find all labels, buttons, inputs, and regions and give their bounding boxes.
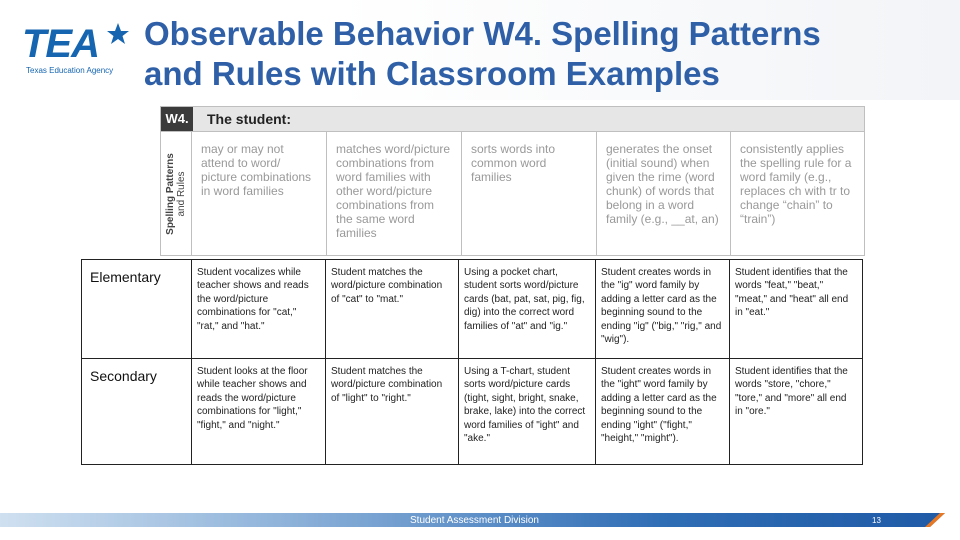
elementary-example-2: Student matches the word/picture combination of "cat" to "mat." <box>331 267 443 305</box>
elementary-example-4: Student creates words in the "ig" word family by adding a letter card as the beginning sound to the ending "ig" ("big," "rig," and "wig"). <box>601 267 722 346</box>
rubric-image <box>160 106 865 256</box>
page-number: 13 <box>872 516 881 525</box>
tea-logo <box>20 20 132 82</box>
rubric-behavior-3: sorts words into common word families <box>461 132 596 255</box>
secondary-example-1: Student looks at the floor while teacher shows and reads the word/picture combinations for "light," "fight," and "night." <box>197 366 308 431</box>
rubric-behavior-2: matches word/picture combinations from word families with other word/picture combinations from the same word families <box>326 132 461 255</box>
slide-title <box>144 14 924 94</box>
row-label-elementary: Elementary <box>90 269 161 285</box>
secondary-example-3: Using a T-chart, student sorts word/picture cards (tight, sight, bright, snake, brake, lake) into the correct word families of "ight" and "ake." <box>464 366 586 445</box>
logo-subtext: Texas Education Agency <box>26 66 114 75</box>
title-line-1: Observable Behavior W4. Spelling Patterns <box>144 15 821 52</box>
rubric-behavior-1: may or may not attend to word/ picture combinations in word families <box>191 132 326 255</box>
rubric-behavior-4: generates the onset (initial sound) when given the rime (word chunk) of words that belong in a word family (e.g., __at, an) <box>596 132 730 255</box>
row-label-secondary: Secondary <box>90 368 157 384</box>
examples-table <box>81 259 863 465</box>
star-icon <box>106 22 130 46</box>
rubric-header <box>161 107 864 132</box>
slide-footer <box>0 513 960 527</box>
elementary-example-5: Student identifies that the words "feat," "beat," "meat," and "heat" all end in "eat." <box>735 267 849 319</box>
rubric-behavior-5: consistently applies the spelling rule for a word family (e.g., replaces ch with tr to change “chain” to “train”) <box>730 132 864 255</box>
elementary-example-3: Using a pocket chart, student sorts word/picture cards (bat, pat, sat, pig, fig, dig) into the correct word families of "at" and "ig." <box>464 267 585 332</box>
secondary-example-5: Student identifies that the words "store, "chore," "tore," and "more" all end in "ore." <box>735 366 848 418</box>
title-line-2: and Rules with Classroom Examples <box>144 55 720 92</box>
elementary-example-1: Student vocalizes while teacher shows and reads the word/picture combinations for "cat," "rat," and "hat." <box>197 267 309 332</box>
secondary-example-2: Student matches the word/picture combination of "light" to "right." <box>331 366 443 404</box>
slide-header <box>0 0 960 100</box>
rubric-code: W4. <box>161 107 193 131</box>
side-label-line-1: Spelling Patterns <box>165 152 176 235</box>
secondary-example-4: Student creates words in the "ight" word family by adding a letter card as the beginning sound to the ending "ight" ("fight," "height," "might"). <box>601 366 717 445</box>
rubric-header-text: The student: <box>207 111 291 127</box>
rubric-side-label <box>161 132 191 255</box>
footer-division: Student Assessment Division <box>410 515 539 526</box>
side-label-line-2: and Rules <box>176 170 187 217</box>
logo-wordmark: TEA <box>22 22 99 66</box>
